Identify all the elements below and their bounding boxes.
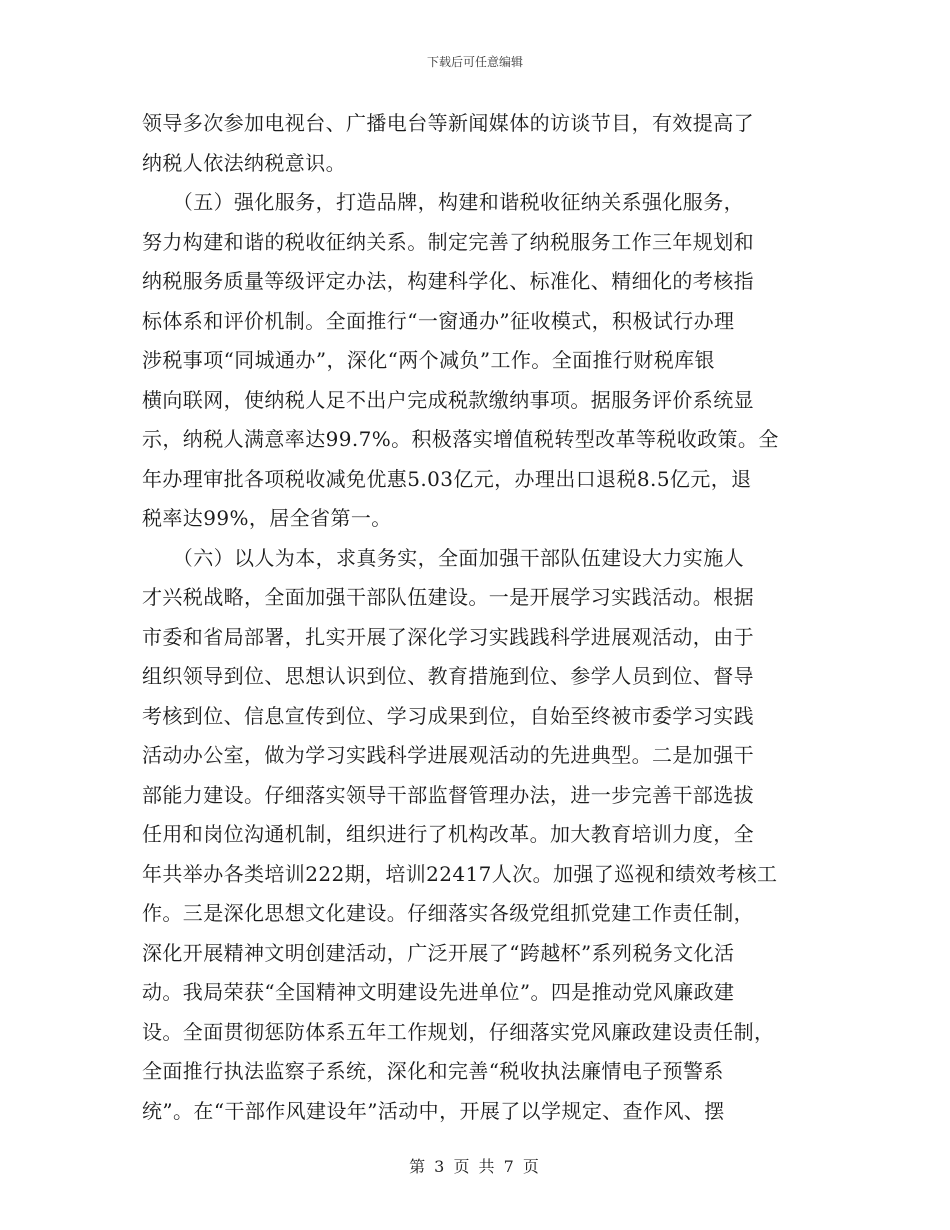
text-line: 年办理审批各项税收减免优惠5.03亿元，办理出口退税8.5亿元，退: [142, 466, 752, 491]
text-line: 涉税事项“同城通办”，深化“两个减负”工作。全面推行财税库银: [142, 348, 715, 372]
text-line: 考核到位、信息宣传到位、学习成果到位，自始至终被市委学习实践: [142, 703, 754, 728]
text-line: 设。全面贯彻惩防体系五年工作规划，仔细落实党风廉政建设责任制，: [142, 1019, 775, 1044]
text-line: 领导多次参加电视台、广播电台等新闻媒体的访谈节目，有效提高了: [142, 111, 754, 135]
page-footer: 第 3 页 共 7 页: [409, 1157, 541, 1176]
page-header: 下载后可任意编辑: [426, 55, 523, 69]
text-line: 任用和岗位沟通机制，组织进行了机构改革。加大教育培训力度，全: [142, 822, 754, 846]
text-line: 年共举办各类培训222期，培训22417人次。加强了巡视和绩效考核工: [142, 861, 778, 886]
text-line: 深化开展精神文明创建活动，广泛开展了“跨越杯”系列税务文化活: [142, 940, 735, 965]
text-line: 作。三是深化思想文化建设。仔细落实各级党组抓党建工作责任制，: [142, 901, 754, 925]
text-line: 示，纳税人满意率达99.7%。积极落实增值税转型改革等税收政策。全: [142, 427, 779, 451]
text-line: 标体系和评价机制。全面推行“一窗通办”征收模式，积极试行办理: [142, 308, 735, 333]
document-body: [142, 104, 822, 1131]
text-line: 活动办公室，做为学习实践科学进展观活动的先进典型。二是加强干: [142, 743, 754, 767]
text-line: 努力构建和谐的税收征纳关系。制定完善了纳税服务工作三年规划和: [142, 229, 754, 254]
text-line: 部能力建设。仔细落实领导干部监督管理办法，进一步完善干部选拔: [142, 782, 754, 807]
text-line: 才兴税战略，全面加强干部队伍建设。一是开展学习实践活动。根据: [142, 585, 754, 609]
text-line: （五）强化服务，打造品牌，构建和谐税收征纳关系强化服务，: [142, 190, 744, 214]
text-line: 税率达99%，居全省第一。: [142, 506, 392, 530]
text-line: 全面推行执法监察子系统，深化和完善“税收执法廉情电子预警系: [142, 1059, 724, 1083]
text-line: 横向联网，使纳税人足不出户完成税款缴纳事项。据服务评价系统显: [142, 387, 754, 412]
text-line: 动。我局荣获“全国精神文明建设先进单位”。四是推动党风廉政建: [142, 980, 735, 1004]
text-line: 组织领导到位、思想认识到位、教育措施到位、参学人员到位、督导: [142, 664, 754, 688]
text-line: 纳税服务质量等级评定办法，构建科学化、标准化、精细化的考核指: [142, 269, 754, 293]
text-line: （六）以人为本，求真务实，全面加强干部队伍建设大力实施人: [142, 545, 744, 570]
text-line: 统”。在“干部作风建设年”活动中，开展了以学规定、查作风、摆: [142, 1098, 725, 1123]
text-line: 市委和省局部署，扎实开展了深化学习实践践科学进展观活动，由于: [142, 624, 754, 649]
text-line: 纳税人依法纳税意识。: [142, 150, 346, 175]
